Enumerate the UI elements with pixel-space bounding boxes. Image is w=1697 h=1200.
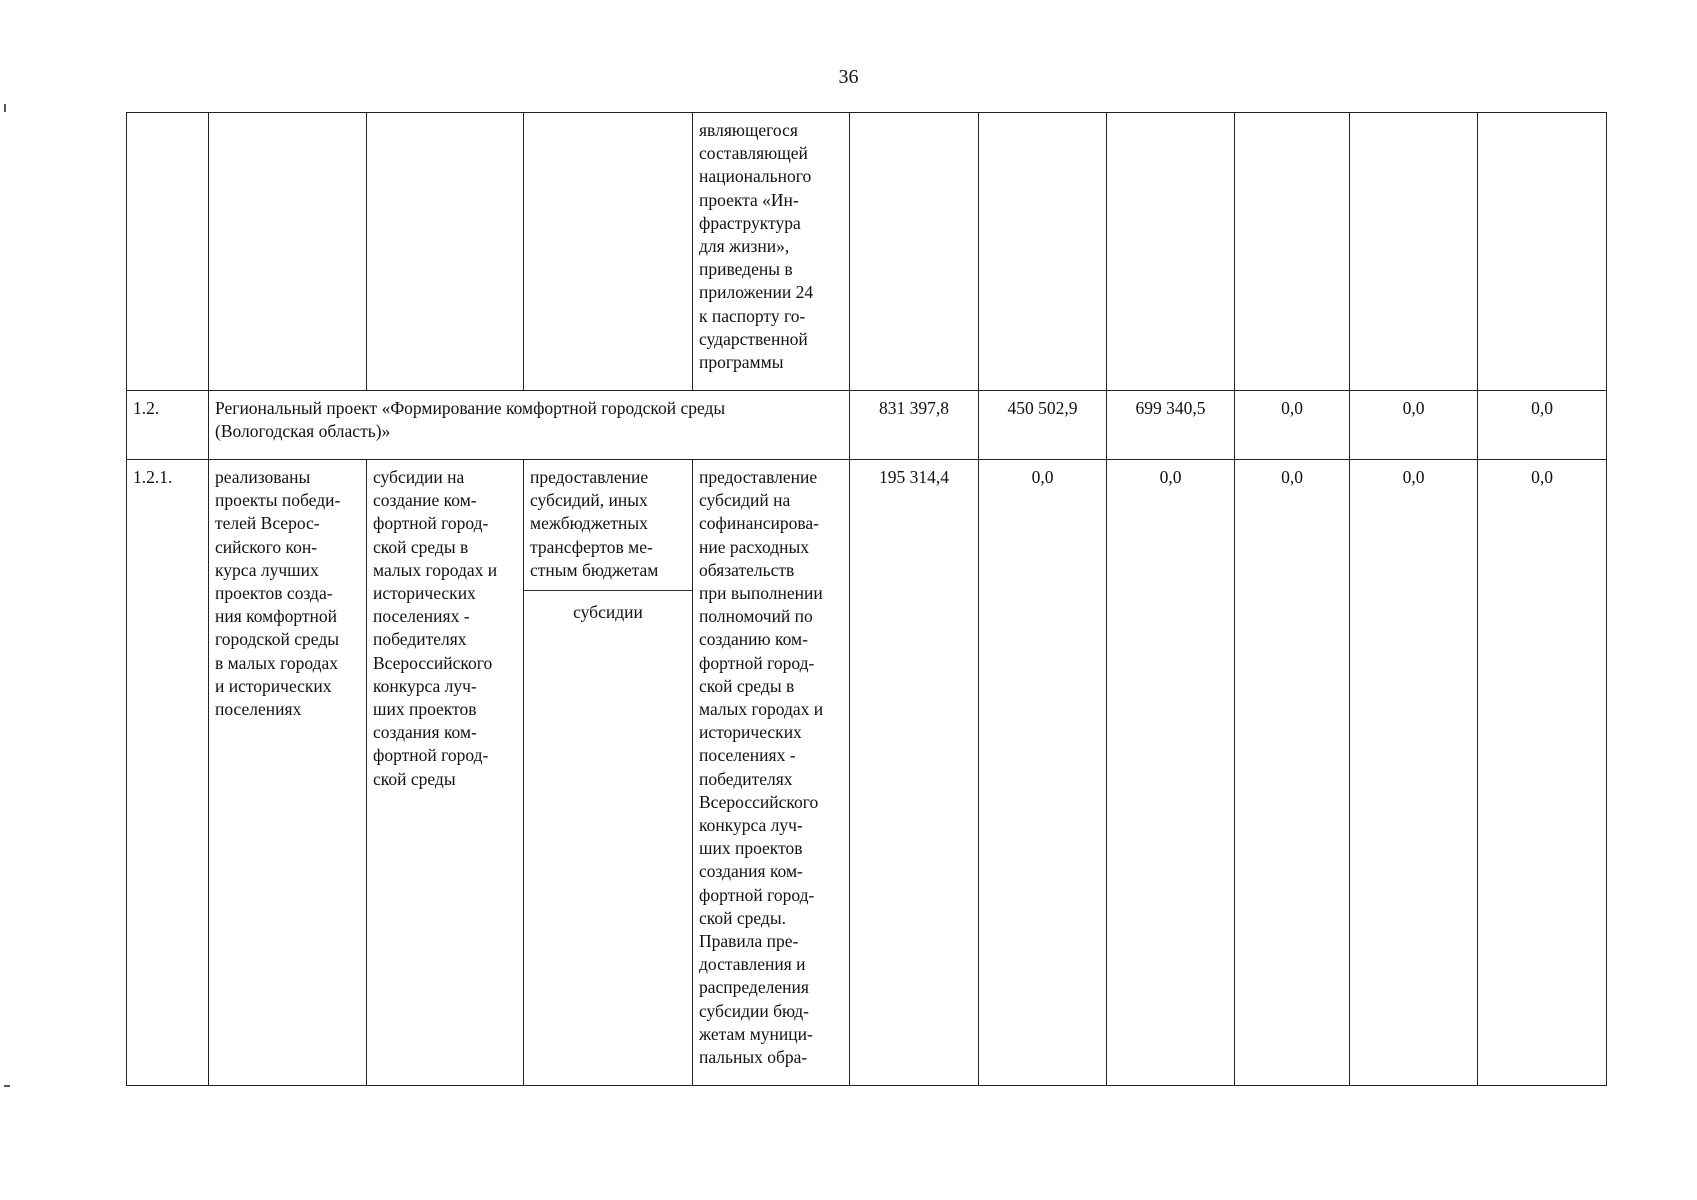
cell-empty [1350,113,1478,391]
cell-description-continued: являющегося составляющей национального проекта «Ин- фраструктура для жизни», приведены в приложении 24 к паспорту го- сударственной программы [693,113,850,391]
row-title: Региональный проект «Формирование комфортной городской среды (Вологодская область)» [209,391,850,460]
table-row-1-2-1 [127,460,1607,1086]
measure-description: предоставление субсидий на софинансирова- ние расходных обязательств при выполнении полномочий по созданию ком- фортной город- ской среды в малых городах и исторических поселениях - победителях Всероссийского конкурса луч- ших проектов создания ком- фортной город- ской среды. Правила пре- доставления и распределения субсидии бюд- жетам муници- пальных обра- [693,460,850,1086]
table-row-continuation [127,113,1607,391]
value-cell: 0,0 [1107,460,1235,1086]
transfer-type-cell [524,460,693,1086]
value-cell: 0,0 [1478,391,1607,460]
value-cell: 0,0 [1235,391,1350,460]
subsidy-description: субсидии на создание ком- фортной город- ской среды в малых городах и исторических поселениях - победителях Всероссийского конкурса луч- ших проектов создания ком- фортной город- ской среды [367,460,524,1086]
value-cell: 0,0 [1350,391,1478,460]
cell-num-empty [127,113,209,391]
cell-empty [367,113,524,391]
value-cell: 450 502,9 [979,391,1107,460]
cell-empty [850,113,979,391]
row-number: 1.2.1. [127,460,209,1086]
cell-empty [1478,113,1607,391]
cell-empty [979,113,1107,391]
value-cell: 699 340,5 [1107,391,1235,460]
value-cell: 195 314,4 [850,460,979,1086]
cell-empty [209,113,367,391]
transfer-type: предоставление субсидий, иных межбюджетных трансфертов ме- стным бюджетам [530,467,659,580]
value-cell: 831 397,8 [850,391,979,460]
cell-empty [1107,113,1235,391]
row-number: 1.2. [127,391,209,460]
cell-empty [524,113,693,391]
value-cell: 0,0 [1350,460,1478,1086]
scan-mark [4,1085,10,1087]
result-description: реализованы проекты победи- телей Всерос- сийского кон- курса лучших проектов созда- ния комфортной городской среды в малых городах и исторических поселениях [209,460,367,1086]
value-cell: 0,0 [1235,460,1350,1086]
budget-table [126,112,1607,1086]
cell-empty [1235,113,1350,391]
transfer-subtype: субсидии [524,590,692,624]
value-cell: 0,0 [1478,460,1607,1086]
table-row-1-2 [127,391,1607,460]
scan-mark [4,104,6,112]
value-cell: 0,0 [979,460,1107,1086]
page-number: 36 [838,66,859,88]
